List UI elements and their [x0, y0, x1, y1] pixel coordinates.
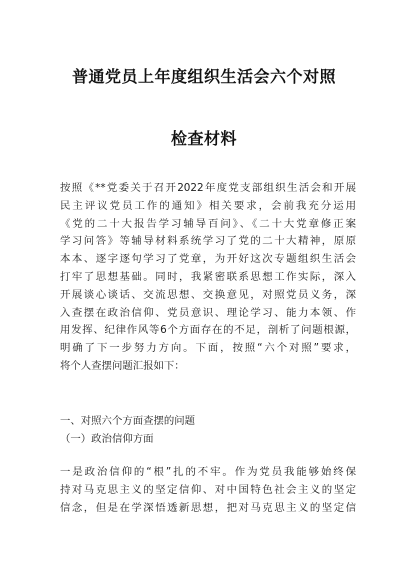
- paragraph-line: 信念，但是在学深悟透新思想，把对马克思主义的坚定信: [60, 501, 356, 514]
- paragraph-line: 本本、逐字逐句学习了党章，为开好这次专题组织生活会: [60, 253, 356, 266]
- paragraph-line: 将个人查摆问题汇报如下：: [60, 359, 185, 372]
- paragraph-line: 学习问答》等辅导材料系统学习了党的二十大精神，原原: [60, 235, 356, 248]
- document-title-line1: 普通党员上年度组织生活会六个对照: [71, 67, 336, 86]
- subsection-heading: （一）政治信仰方面: [60, 432, 154, 445]
- paragraph-line: 《党的二十大报告学习辅导百问》、《二十大党章修正案: [60, 217, 356, 230]
- paragraph-line: 一是政治信仰的“根”扎的不牢。作为党员我能够始终保: [60, 466, 356, 478]
- paragraph-line: 明确了下一步努力方向。下面，按照“六个对照”要求，: [60, 342, 356, 355]
- paragraph-line: 开展谈心谈话、交流思想、交换意见，对照党员义务，深: [60, 288, 356, 301]
- paragraph-line: 按照《**党委关于召开2022年度党支部组织生活会和开展: [60, 182, 356, 194]
- intro-paragraph: [60, 180, 356, 376]
- section-block: [60, 413, 356, 449]
- document-title-line2: 检查材料: [170, 129, 237, 148]
- paragraph-line: 用发挥、纪律作风等6个方面存在的不足，剖析了问题根源，: [60, 324, 356, 337]
- paragraph-line: 民主评议党员工作的通知》相关要求，会前我充分运用: [60, 199, 356, 212]
- paragraph-line: 打牢了思想基础。同时，我紧密联系思想工作实际，深入: [60, 270, 356, 283]
- paragraph-line: 入查摆在政治信仰、党员意识、理论学习、能力本领、作: [60, 306, 356, 319]
- section-heading: 一、对照六个方面查摆的问题: [60, 415, 196, 427]
- paragraph-line: 持对马克思主义的坚定信仰、对中国特色社会主义的坚定: [60, 483, 356, 496]
- political-belief-paragraph: [60, 464, 356, 517]
